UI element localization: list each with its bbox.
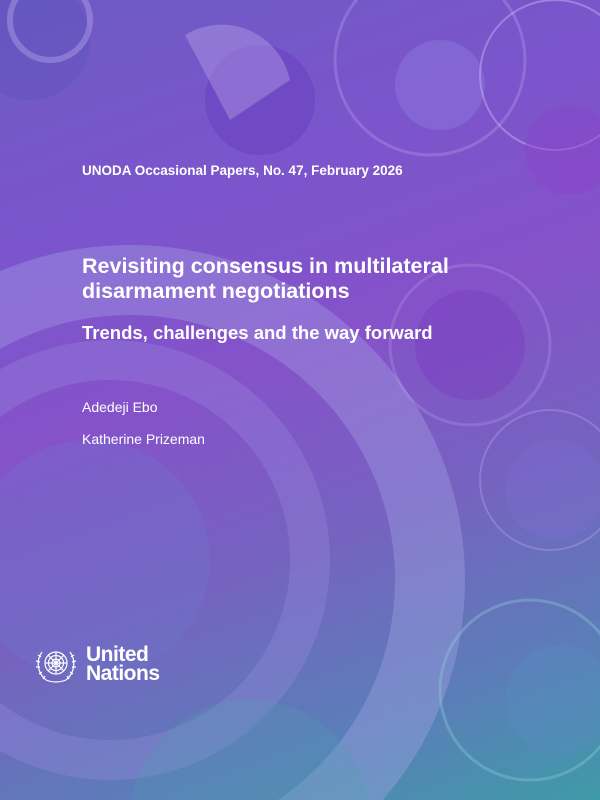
report-title: Revisiting consensus in multilateral disarmament negotiations	[82, 254, 449, 303]
un-emblem-icon	[32, 640, 80, 688]
un-wordmark	[86, 645, 160, 683]
un-logo	[32, 640, 160, 688]
author-name: Adedeji Ebo	[82, 399, 158, 415]
author-name: Katherine Prizeman	[82, 431, 205, 447]
series-label: UNODA Occasional Papers, No. 47, February 2026	[82, 163, 403, 178]
report-subtitle: Trends, challenges and the way forward	[82, 322, 433, 343]
un-wordmark-line: United	[86, 643, 149, 666]
un-wordmark-line: Nations	[86, 662, 160, 685]
